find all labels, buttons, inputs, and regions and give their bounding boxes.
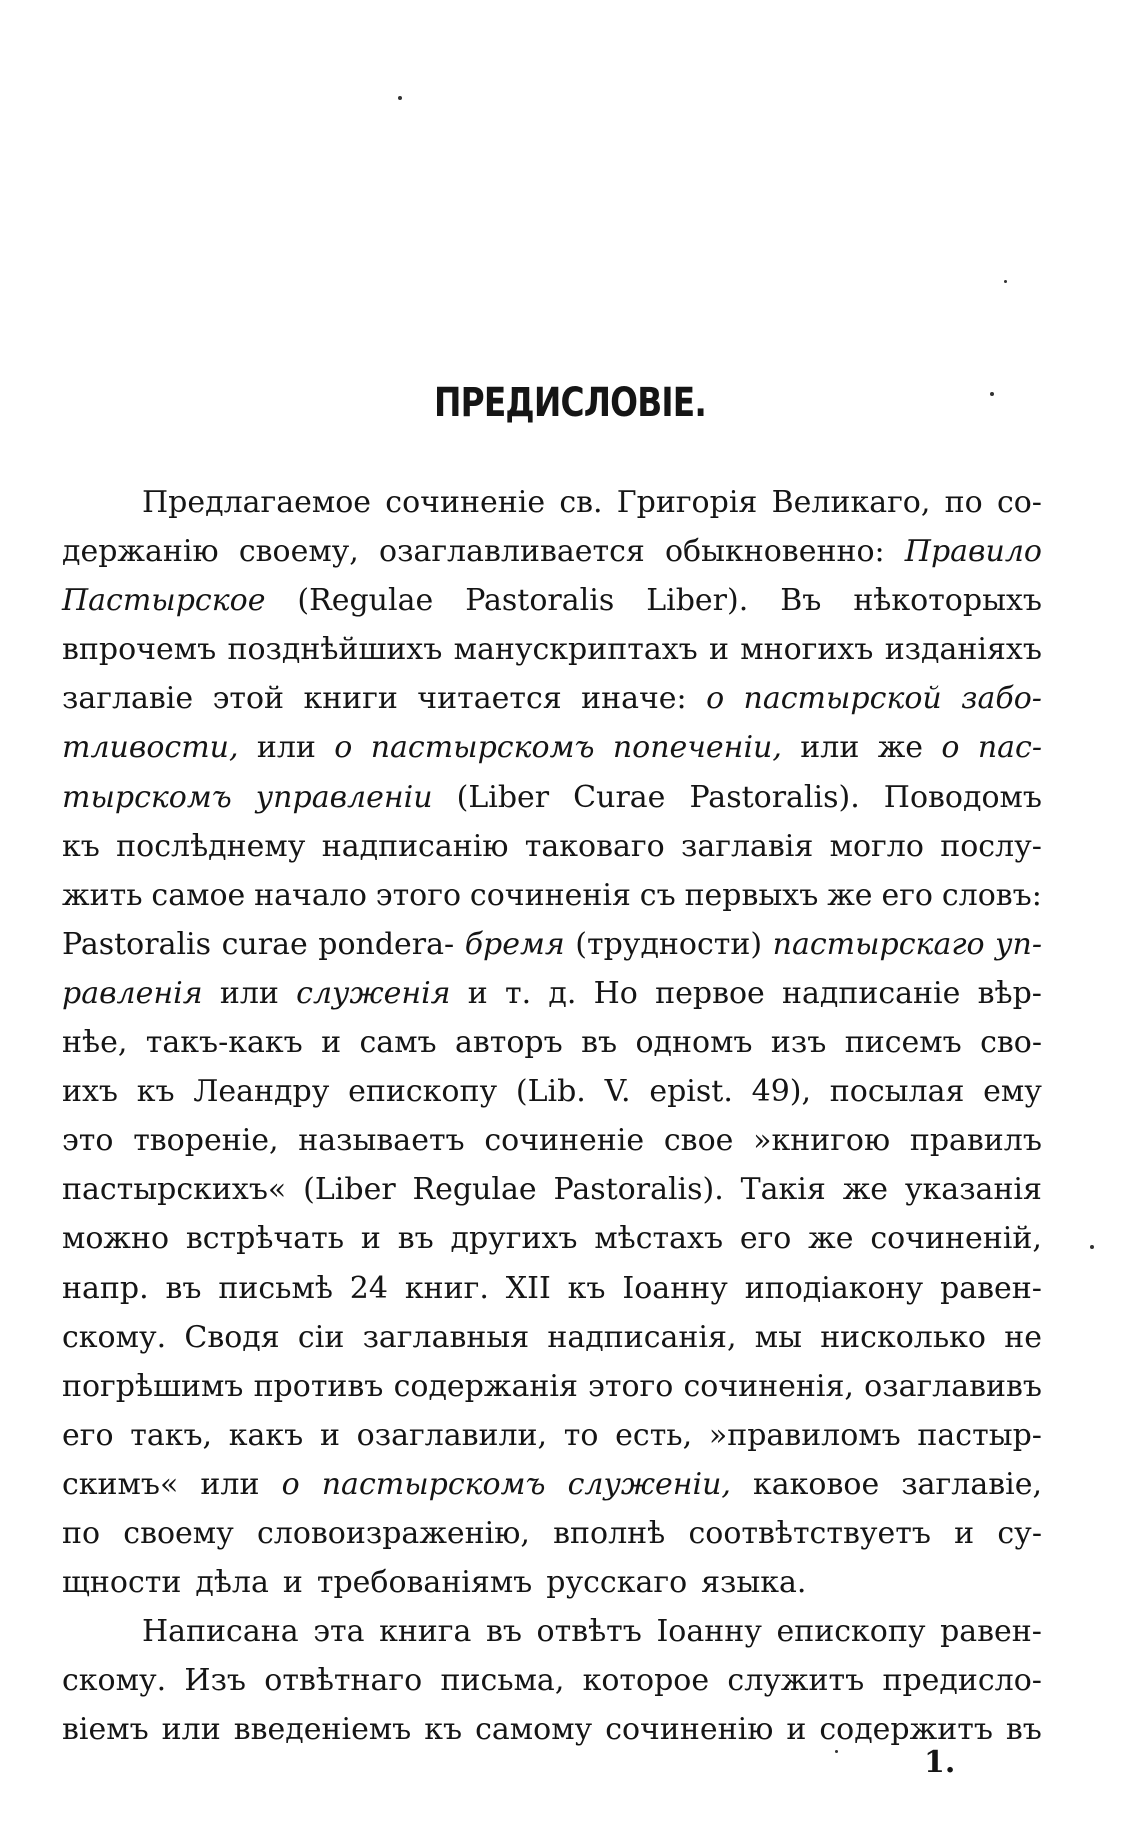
word: впрочемъ	[62, 632, 217, 668]
text-line	[62, 1509, 1042, 1558]
word: XII	[505, 1270, 551, 1306]
word: требованіямъ	[316, 1565, 533, 1601]
word: (Liber	[456, 779, 550, 815]
word: сво-	[980, 1025, 1042, 1061]
word: сіи	[297, 1319, 345, 1355]
body-text	[62, 478, 1042, 1754]
text-line	[62, 920, 1042, 969]
word: о	[706, 681, 725, 717]
word: озаглавливается	[379, 534, 645, 570]
word: не	[1004, 1319, 1042, 1355]
word: забо-	[961, 681, 1042, 717]
word: словъ:	[941, 877, 1042, 913]
word: въ	[581, 1025, 618, 1061]
word: въ	[1005, 1712, 1042, 1748]
word: манускриптахъ	[453, 632, 698, 668]
word: Liber).	[646, 583, 749, 619]
text-line	[62, 1705, 1042, 1754]
text-line	[62, 1067, 1042, 1116]
word: же	[877, 730, 924, 766]
word: обыкновенно:	[665, 534, 885, 570]
word: и	[786, 1712, 807, 1748]
word: книги	[303, 681, 398, 717]
word: отвѣтъ	[536, 1614, 642, 1650]
text-line	[62, 527, 1042, 576]
word: послу-	[940, 828, 1042, 864]
text-line	[62, 1018, 1042, 1067]
word: соотвѣтствуетъ	[688, 1515, 931, 1551]
word: языка.	[701, 1565, 807, 1601]
text-line	[62, 1362, 1042, 1411]
word: иподіакону	[744, 1270, 924, 1306]
word: скому.	[62, 1319, 167, 1355]
word: по	[62, 1515, 101, 1551]
text-line	[62, 1558, 1042, 1607]
word: пастырскаго	[772, 926, 985, 962]
word: или	[161, 1712, 221, 1748]
word: о	[281, 1466, 300, 1502]
word: жить	[62, 877, 143, 913]
word: писемъ	[844, 1025, 962, 1061]
paragraph-1	[62, 478, 1042, 1607]
text-line	[62, 969, 1042, 1018]
word: Pastoralis).	[689, 779, 860, 815]
word: содержанія	[393, 1368, 578, 1404]
word: т.	[505, 975, 532, 1011]
word: Написана	[142, 1614, 299, 1650]
word: предисло-	[882, 1663, 1042, 1699]
word: одномъ	[635, 1025, 753, 1061]
word: Въ	[780, 583, 822, 619]
word: »книгою	[753, 1123, 891, 1159]
word: книга	[379, 1614, 472, 1650]
word: надписанію	[321, 828, 509, 864]
text-line	[62, 576, 1042, 625]
word: 49),	[751, 1074, 812, 1110]
word: сочиненія	[469, 877, 631, 913]
print-speck	[1090, 1245, 1094, 1249]
word: или	[219, 975, 279, 1011]
word: сочиненіе	[385, 485, 546, 520]
word: правилъ	[909, 1123, 1042, 1159]
word: служеніи,	[567, 1466, 731, 1502]
word: озаглавили,	[356, 1417, 548, 1453]
word: иначе:	[581, 681, 687, 717]
word: и	[282, 1565, 303, 1601]
text-line	[62, 625, 1042, 674]
text-line	[62, 1214, 1042, 1263]
word: позднѣйшихъ	[227, 632, 443, 668]
word: Curae	[573, 779, 666, 815]
word: или	[800, 730, 860, 766]
word: су-	[997, 1515, 1042, 1551]
word: пастырскомъ	[321, 1466, 546, 1502]
word: этой	[212, 681, 285, 717]
word: д.	[548, 975, 577, 1011]
word: епископу	[348, 1074, 498, 1110]
word: пастырскихъ«	[62, 1172, 287, 1208]
word: вѣр-	[977, 975, 1042, 1011]
word: пастырской	[743, 681, 942, 717]
word: то	[563, 1417, 599, 1453]
word: »правиломъ	[708, 1417, 901, 1453]
word: 24	[349, 1270, 388, 1306]
word: Pastoralis	[62, 926, 212, 962]
word: Григорія	[616, 485, 758, 520]
word: первое	[655, 975, 765, 1011]
word: и	[709, 632, 729, 668]
word: озаглавивъ	[864, 1368, 1042, 1404]
word: Великаго,	[771, 485, 931, 520]
word: свое	[663, 1123, 734, 1159]
word: пастыр-	[917, 1417, 1042, 1453]
word: (трудности)	[575, 926, 763, 962]
text-line	[62, 478, 1042, 527]
word: и	[321, 1025, 342, 1061]
word: и	[954, 1515, 975, 1551]
word: дѣла	[195, 1565, 269, 1601]
word: по	[944, 485, 983, 520]
word: скому.	[62, 1663, 167, 1699]
word: самое	[151, 877, 246, 913]
word: его	[739, 1221, 792, 1257]
word: ему	[983, 1074, 1042, 1110]
word: содержитъ	[819, 1712, 993, 1748]
word: Но	[593, 975, 638, 1011]
word: и	[319, 1417, 340, 1453]
word: въ	[165, 1270, 202, 1306]
word: же	[842, 1172, 889, 1208]
word: уп-	[995, 926, 1042, 962]
word: пас-	[977, 730, 1042, 766]
word: и	[467, 975, 488, 1011]
word: заглавныя	[362, 1319, 530, 1355]
word: ихъ	[62, 1074, 119, 1110]
word: бремя	[464, 926, 565, 962]
page-title: ПРЕДИСЛОВІЕ.	[433, 380, 706, 426]
word: сочиненій,	[870, 1221, 1042, 1257]
word: или	[200, 1466, 260, 1502]
word: называетъ	[298, 1123, 465, 1159]
word: первыхъ	[684, 877, 819, 913]
word: нѣкоторыхъ	[853, 583, 1042, 619]
word: самъ	[359, 1025, 437, 1061]
text-line	[62, 1607, 1042, 1656]
text-line	[62, 1313, 1042, 1362]
print-speck	[1004, 280, 1007, 283]
word: pondera-	[318, 926, 455, 962]
word: epist.	[649, 1074, 733, 1110]
text-line	[62, 1411, 1042, 1460]
word: нѣе,	[62, 1025, 128, 1061]
word: Леандру	[193, 1074, 330, 1110]
word: Іоанну	[656, 1614, 762, 1650]
word: св.	[559, 485, 603, 520]
word: держанію	[62, 534, 219, 570]
word: попеченіи,	[612, 730, 782, 766]
word: есть,	[615, 1417, 693, 1453]
word: заглавія	[680, 828, 814, 864]
word: многихъ	[740, 632, 874, 668]
text-line	[62, 1656, 1042, 1705]
word: нисколько	[820, 1319, 986, 1355]
text-line	[62, 1460, 1042, 1509]
word: посылая	[829, 1074, 965, 1110]
word: съ	[639, 877, 676, 913]
word: Предлагаемое	[142, 485, 372, 520]
text-line	[62, 674, 1042, 723]
word: Іоанну	[622, 1270, 728, 1306]
word: этого	[588, 1368, 674, 1404]
word: этого	[375, 877, 462, 913]
word: эта	[313, 1614, 365, 1650]
word: V.	[604, 1074, 631, 1110]
text-line	[62, 1264, 1042, 1313]
word: которое	[582, 1663, 710, 1699]
word: епископу	[776, 1614, 926, 1650]
word: о	[334, 730, 353, 766]
word: русскаго	[546, 1565, 688, 1601]
text-line	[62, 723, 1042, 772]
word: начало	[254, 877, 367, 913]
word: можно	[62, 1221, 170, 1257]
word: (Liber	[303, 1172, 396, 1208]
text-line	[62, 822, 1042, 871]
print-speck	[990, 392, 994, 396]
word: мѣстахъ	[594, 1221, 724, 1257]
word: или	[256, 730, 316, 766]
word: какъ	[228, 1417, 304, 1453]
word: такъ-какъ	[145, 1025, 303, 1061]
word: заглавіе,	[901, 1466, 1042, 1502]
print-speck	[835, 1750, 838, 1753]
word: и	[360, 1221, 381, 1257]
word: таковаго	[524, 828, 665, 864]
word: Pastoralis).	[553, 1172, 724, 1208]
word: введеніемъ	[233, 1712, 412, 1748]
word: щности	[62, 1565, 182, 1601]
word: письмѣ	[218, 1270, 333, 1306]
word: въ	[397, 1221, 434, 1257]
word: (Lib.	[515, 1074, 586, 1110]
word: Правило	[904, 534, 1042, 570]
word: вполнѣ	[553, 1515, 666, 1551]
word: къ	[424, 1712, 463, 1748]
word: къ	[567, 1270, 606, 1306]
word: (Regulae	[297, 583, 434, 619]
word: письма,	[440, 1663, 565, 1699]
word: сочиненія,	[683, 1368, 854, 1404]
text-line	[62, 1165, 1042, 1214]
word: Regulae	[412, 1172, 537, 1208]
word: самому	[475, 1712, 593, 1748]
word: равленія	[62, 975, 203, 1011]
word: Поводомъ	[883, 779, 1042, 815]
word: о	[941, 730, 960, 766]
word: curae	[221, 926, 308, 962]
word: со-	[996, 485, 1042, 520]
word: віемъ	[62, 1712, 149, 1748]
word: въ	[485, 1614, 522, 1650]
print-speck	[398, 96, 402, 100]
word: сочиненіе	[484, 1123, 645, 1159]
word: это	[62, 1123, 114, 1159]
word: могло	[829, 828, 924, 864]
word: своему,	[238, 534, 359, 570]
word: противъ	[253, 1368, 384, 1404]
word: скимъ«	[62, 1466, 179, 1502]
word: авторъ	[455, 1025, 563, 1061]
word: каковое	[753, 1466, 880, 1502]
word: тливости,	[62, 730, 239, 766]
word: управленіи	[255, 779, 433, 815]
word: сочиненію	[605, 1712, 774, 1748]
word: указанія	[904, 1172, 1042, 1208]
word: равен-	[940, 1614, 1042, 1650]
word: твореніе,	[133, 1123, 279, 1159]
word: своему	[123, 1515, 234, 1551]
word: изданіяхъ	[884, 632, 1042, 668]
page-number: 1.	[924, 1745, 956, 1780]
word: тырскомъ	[62, 779, 232, 815]
word: Пастырское	[62, 583, 266, 619]
word: надписаніе	[782, 975, 961, 1011]
word: же	[808, 1221, 854, 1257]
word: заглавіе	[62, 681, 194, 717]
word: Изъ	[184, 1663, 247, 1699]
text-line	[62, 1116, 1042, 1165]
word: мы	[754, 1319, 802, 1355]
word: отвѣтнаго	[264, 1663, 423, 1699]
word: же	[827, 877, 873, 913]
word: другихъ	[450, 1221, 578, 1257]
word: служитъ	[727, 1663, 865, 1699]
word: равен-	[940, 1270, 1042, 1306]
word: къ	[136, 1074, 175, 1110]
word: послѣднему	[116, 828, 306, 864]
word: его	[881, 877, 933, 913]
word: Сводя	[184, 1319, 280, 1355]
word: изъ	[770, 1025, 827, 1061]
word: погрѣшимъ	[62, 1368, 244, 1404]
word: напр.	[62, 1270, 149, 1306]
word: къ	[62, 828, 100, 864]
paragraph-2	[62, 1607, 1042, 1754]
text-line	[62, 871, 1042, 920]
word: Такія	[740, 1172, 826, 1208]
word: книг.	[404, 1270, 489, 1306]
word: Pastoralis	[465, 583, 615, 619]
word: пастырскомъ	[370, 730, 595, 766]
word: такъ,	[130, 1417, 213, 1453]
word: служенія	[296, 975, 451, 1011]
word: встрѣчать	[185, 1221, 345, 1257]
word: надписанія,	[547, 1319, 737, 1355]
text-line	[62, 773, 1042, 822]
word: его	[62, 1417, 114, 1453]
word: читается	[417, 681, 562, 717]
word: словоизраженію,	[257, 1515, 530, 1551]
